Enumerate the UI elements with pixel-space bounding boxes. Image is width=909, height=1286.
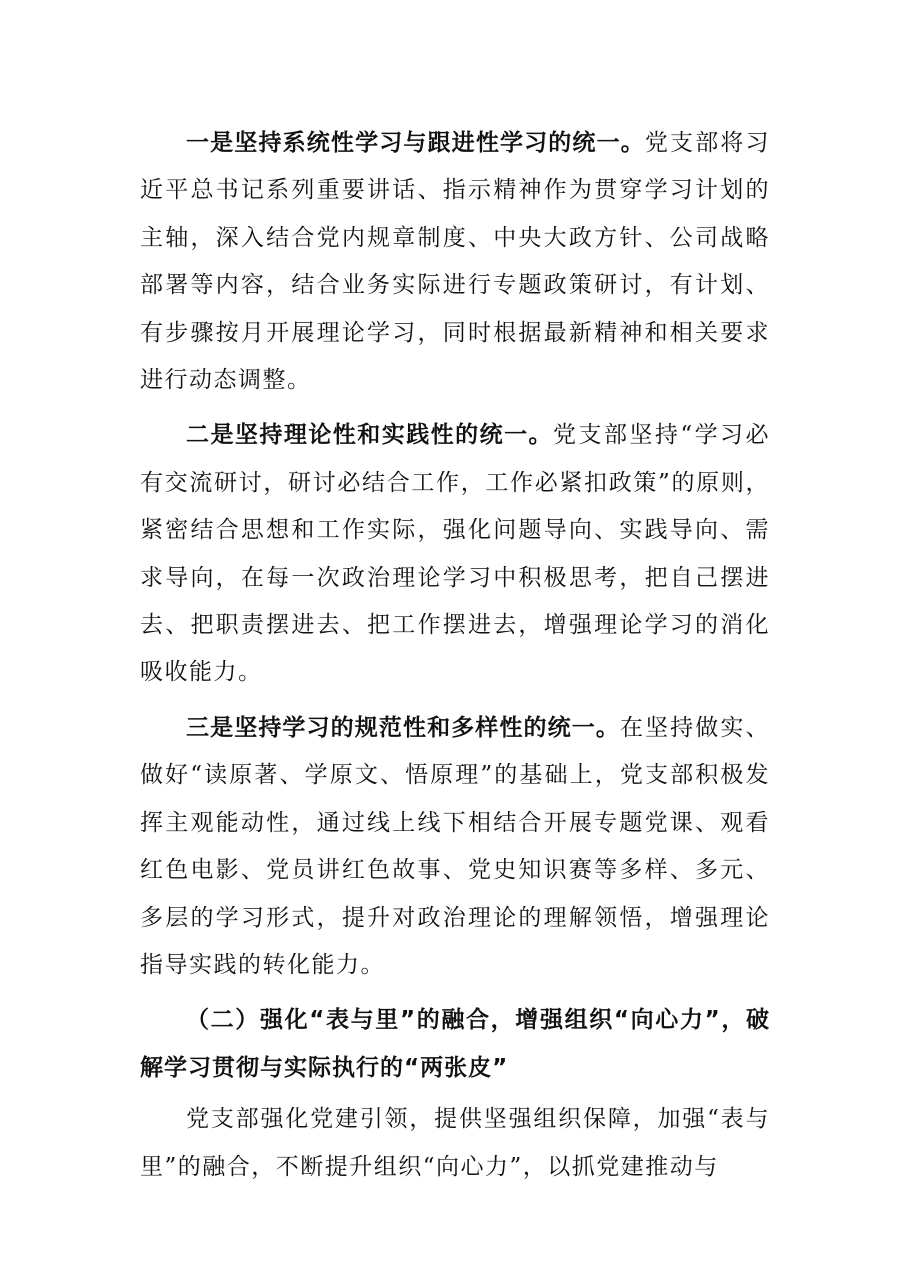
closing-paragraph: 党支部强化党建引领，提供坚强组织保障，加强“表与里”的融合，不断提升组织“向心力”，以抓党建推动与 [140,1106,770,1180]
paragraph-lead: 二是坚持理论性和实践性的统一。 [186,422,554,449]
paragraph-systematic-learning [140,120,770,404]
paragraph-standard-diverse [140,705,770,989]
paragraph-lead: 三是坚持学习的规范性和多样性的统一。 [186,714,620,741]
paragraph-text: 党支部将习近平总书记系列重要讲话、指示精神作为贯穿学习计划的主轴，深入结合党内规章制度、中央大政方针、公司战略部署等内容，结合业务实际进行专题政策研讨，有计划、有步骤按月开展理论学习，同时根据最新精神和相关要求进行动态调整。 [140,130,771,394]
paragraph-text: 党支部坚持“学习必有交流研讨，研讨必结合工作，工作必紧扣政策”的原则，紧密结合思想和工作实际，强化问题导向、实践导向、需求导向，在每一次政治理论学习中积极思考，把自己摆进去、把职责摆进去、把工作摆进去，增强理论学习的消化吸收能力。 [140,422,771,686]
paragraph-text: 在坚持做实、做好“读原著、学原文、悟原理”的基础上，党支部积极发挥主观能动性，通过线上线下相结合开展专题党课、观看红色电影、党员讲红色故事、党史知识赛等多样、多元、多层的学习形式，提升对政治理论的理解领悟，增强理论指导实践的转化能力。 [140,714,771,978]
paragraph-lead: 一是坚持系统性学习与跟进性学习的统一。 [186,130,645,156]
document-body [140,120,770,1191]
paragraph-theory-practice [140,412,770,696]
section-heading: （二）强化“表与里”的融合，增强组织“向心力”，破解学习贯彻与实际执行的“两张皮” [140,1007,770,1081]
